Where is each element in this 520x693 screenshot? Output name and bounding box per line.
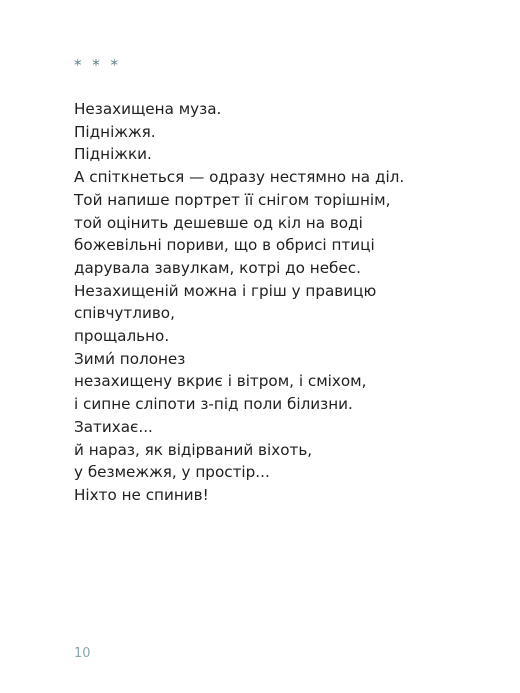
poem-line: Затихає...: [74, 417, 153, 436]
poem-line: Незахищеній можна і гріш у правицю: [74, 281, 377, 300]
poem-line: незахищену вкриє і вітром, і сміхом,: [74, 372, 367, 391]
poem-line: дарувала завулкам, котрі до небес.: [74, 258, 361, 277]
poem-line: Незахищена муза.: [74, 100, 222, 118]
poem-line: Той напише портрет її снігом торішнім,: [74, 190, 391, 209]
poem-line: Підніжки.: [74, 145, 152, 164]
page-number: 10: [74, 646, 91, 661]
poem-line: і сипне сліпоти з-під поли білизни.: [74, 395, 353, 414]
poem-line: прощально.: [74, 327, 170, 346]
poem-line: й нараз, як відірваний віхоть,: [74, 440, 313, 459]
poem-line: А спіткнеться — одразу нестямно на діл.: [74, 168, 405, 187]
poem-line: співчутливо,: [74, 304, 175, 323]
poem-line: божевільні пориви, що в обрисі птиці: [74, 236, 375, 255]
poem-line: Ніхто не спинив!: [74, 485, 209, 504]
poem-line: Зими́ полонез: [74, 349, 186, 368]
poem-line: у безмежжя, у простір...: [74, 463, 270, 482]
poem-line: той оцінить дешевше од кіл на воді: [74, 213, 363, 232]
poem-line: Підніжжя.: [74, 122, 156, 141]
poem-text: [74, 98, 494, 507]
section-ornament: * * *: [74, 56, 122, 74]
